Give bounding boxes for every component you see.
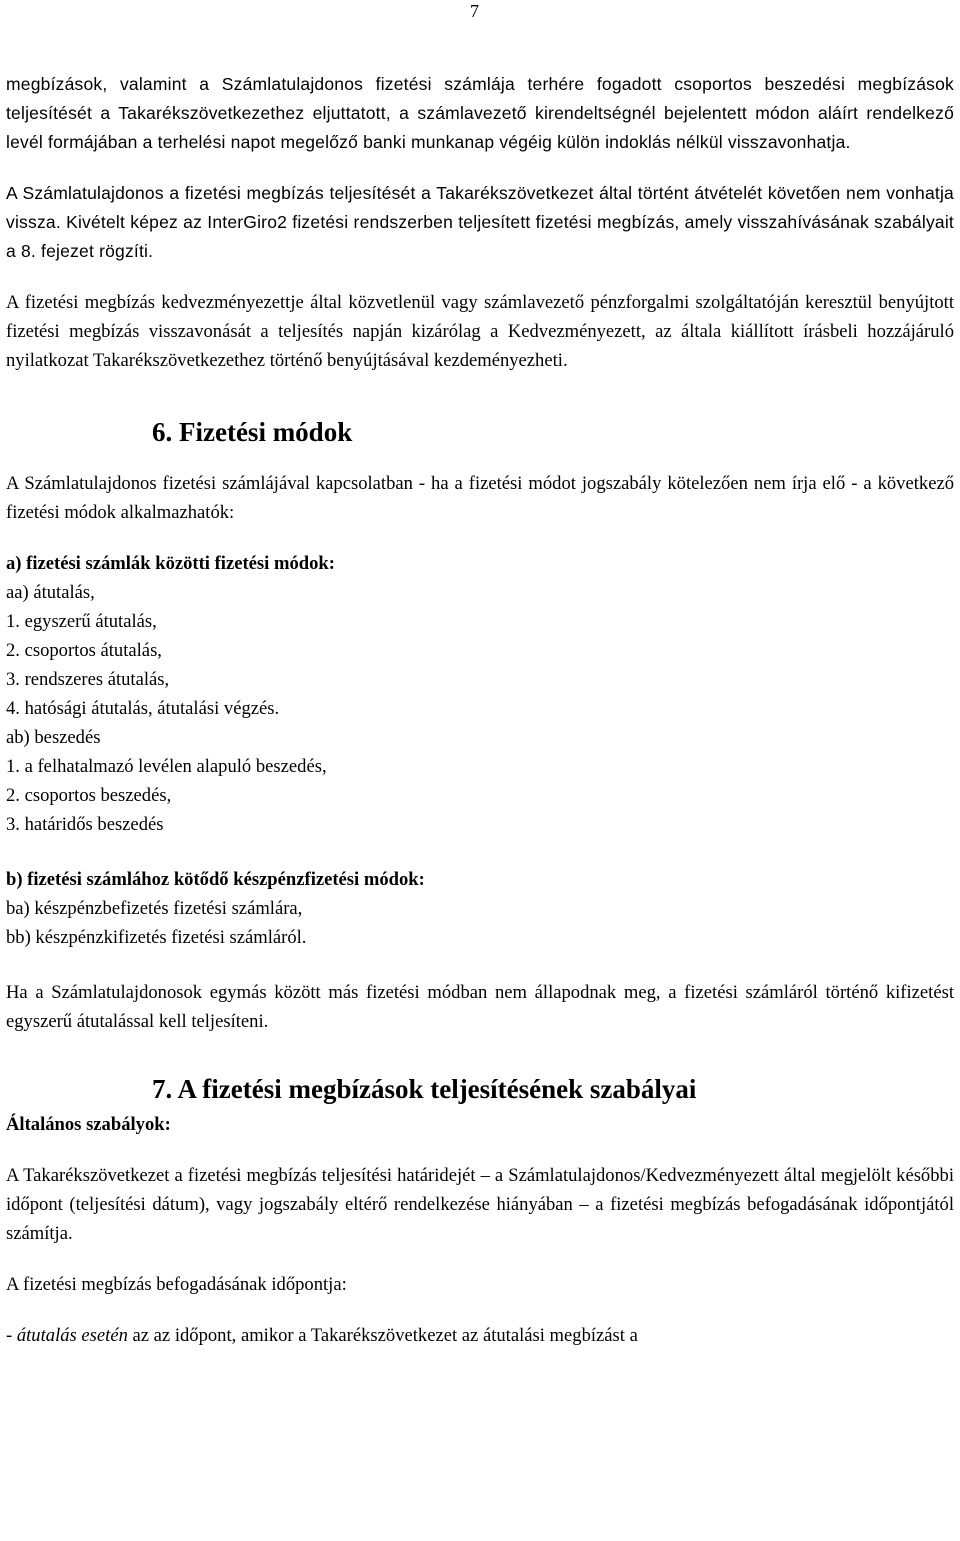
section-6-title: 6. Fizetési módok <box>152 417 353 447</box>
list-item: 1. a felhatalmazó levélen alapuló beszedés, <box>6 756 327 777</box>
section-7-paragraph: A Takarékszövetkezet a fizetési megbízás teljesítési határidejét – a Számlatulajdonos/Kedvezményezett által megjelölt későbbi időpont (teljesítési dátum), vagy jogszabály eltérő rendelkezése hiányában – a fizetési megbízás befogadásának időpontjától számítja. <box>6 1165 954 1244</box>
acceptance-time-label: A fizetési megbízás befogadásának időpontja: <box>6 1274 347 1295</box>
list-item: 4. hatósági átutalás, átutalási végzés. <box>6 698 280 719</box>
list-item: 2. csoportos átutalás, <box>6 640 162 661</box>
spacer <box>6 952 954 978</box>
list-item: aa) átutalás, <box>6 582 95 603</box>
section-6-intro: A Számlatulajdonos fizetési számlájával kapcsolatban - ha a fizetési módot jogszabály kötelezően nem írja elő - a következő fizetési módok alkalmazhatók: <box>6 473 954 523</box>
paragraph-no-revocation: A Számlatulajdonos a fizetési megbízás teljesítését a Takarékszövetkezet által történt átvételét követően nem vonhatja vissza. Kivételt képez az InterGiro2 fizetési rendszerben teljesített fizetési megbízás, amely visszahívásának szabályait a 8. fejezet rögzíti. <box>6 183 954 261</box>
list-item: 2. csoportos beszedés, <box>6 785 172 806</box>
list-item: bb) készpénzkifizetés fizetési számláról. <box>6 927 307 948</box>
paragraph-beneficiary-revocation: A fizetési megbízás kedvezményezettje által közvetlenül vagy számlavezető pénzforgalmi szolgáltatóján keresztül benyújtott fizetési megbízás visszavonását a teljesítés napján kizárólag a Kedvezményezett, az általa kiállított írásbeli hozzájáruló nyilatkozat Takarékszövetkezethez történő benyújtásával kezdeményezheti. <box>6 292 954 371</box>
general-rules-heading: Általános szabályok: <box>6 1114 171 1135</box>
bullet-prefix: - <box>6 1325 17 1346</box>
bullet-text: az az időpont, amikor a Takarékszövetkezet az átutalási megbízást a <box>127 1325 638 1346</box>
transfer-bullet <box>6 1321 954 1350</box>
list-item: 3. határidős beszedés <box>6 814 164 835</box>
section-7-title: 7. A fizetési megbízások teljesítésének szabályai <box>152 1074 697 1104</box>
bullet-italic-term: átutalás esetén <box>16 1325 128 1346</box>
list-item: ba) készpénzbefizetés fizetési számlára, <box>6 898 303 919</box>
group-b-heading: b) fizetési számlához kötődő készpénzfizetési módok: <box>6 869 425 890</box>
payment-methods-group-b <box>6 865 954 952</box>
page-content <box>6 70 954 1350</box>
page-number: 7 <box>470 1 479 21</box>
paragraph-revocation: megbízások, valamint a Számlatulajdonos fizetési számlája terhére fogadott csoportos beszedési megbízások teljesítését a Takarékszövetkezethez eljuttatott, a számlavezető kirendeltségnél bejelentett módon aláírt rendelkező levél formájában a terhelési napot megelőző banki munkanap végéig külön indoklás nélkül visszavonhatja. <box>6 74 954 152</box>
list-item: ab) beszedés <box>6 727 101 748</box>
list-item: 1. egyszerű átutalás, <box>6 611 157 632</box>
list-item: 3. rendszeres átutalás, <box>6 669 170 690</box>
group-a-heading: a) fizetési számlák közötti fizetési módok: <box>6 553 335 574</box>
spacer <box>6 839 954 865</box>
section-6-closing: Ha a Számlatulajdonosok egymás között más fizetési módban nem állapodnak meg, a fizetési számláról történő kifizetést egyszerű átutalással kell teljesíteni. <box>6 982 954 1032</box>
payment-methods-group-a <box>6 549 954 839</box>
